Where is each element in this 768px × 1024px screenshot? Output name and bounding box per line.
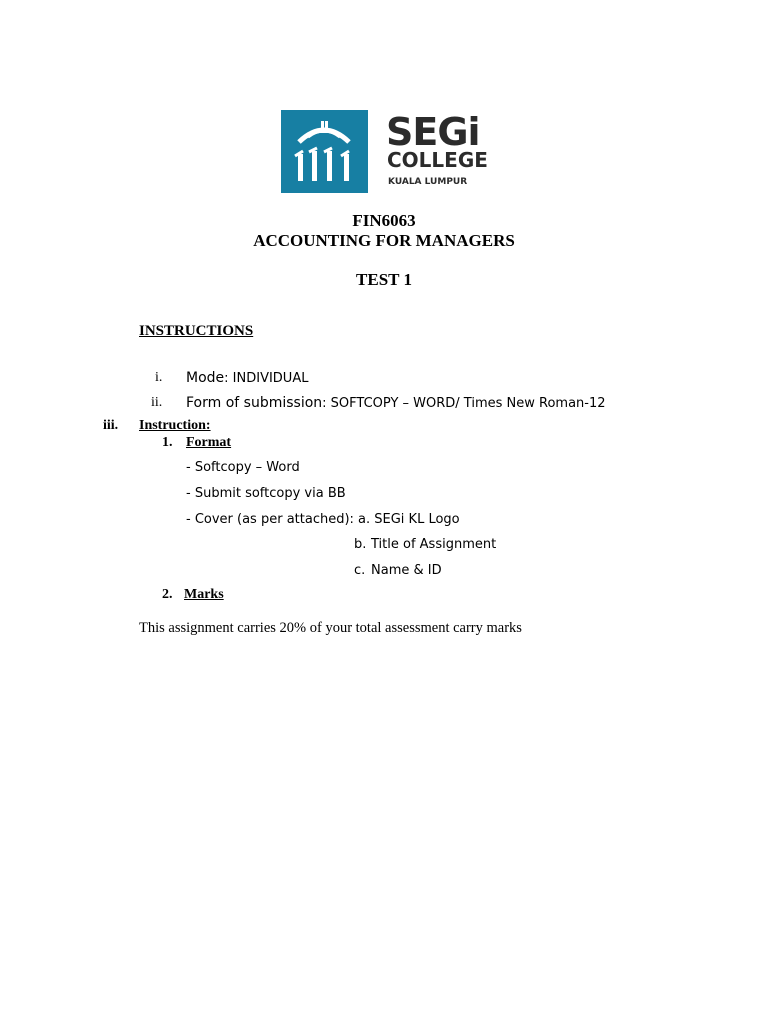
logo-campus-text: KUALA LUMPUR xyxy=(388,177,468,187)
format-number: 1. xyxy=(162,435,173,450)
mode-value: : INDIVIDUAL xyxy=(224,371,309,386)
course-code: FIN6063 xyxy=(352,211,416,230)
format-line-3: - Cover (as per attached): a. SEGi KL Logo xyxy=(186,512,460,527)
cover-item-c-letter: c. xyxy=(354,563,366,578)
format-line-1: - Softcopy – Word xyxy=(186,460,300,475)
submission-label: Form of submission xyxy=(186,395,323,411)
marks-number: 2. xyxy=(162,587,173,602)
cover-item-b-text: Title of Assignment xyxy=(371,537,497,552)
mode-label: Mode xyxy=(186,370,225,386)
instruction-label: Instruction: xyxy=(139,418,211,433)
submission-line xyxy=(186,394,606,412)
logo-brand-text: SEGi xyxy=(386,110,480,154)
cover-item-c-text: Name & ID xyxy=(371,563,442,578)
instructions-heading: INSTRUCTIONS xyxy=(139,323,254,339)
segi-emblem-icon xyxy=(281,110,368,193)
format-title: Format xyxy=(186,435,232,450)
marks-title: Marks xyxy=(184,587,224,602)
test-title: TEST 1 xyxy=(356,270,412,289)
course-title: ACCOUNTING FOR MANAGERS xyxy=(253,231,515,250)
item-numeral-ii: ii. xyxy=(151,395,163,410)
item-numeral-iii: iii. xyxy=(103,418,119,433)
format-line-2: - Submit softcopy via BB xyxy=(186,486,346,501)
marks-note: This assignment carries 20% of your total assessment carry marks xyxy=(139,620,522,636)
item-numeral-i: i. xyxy=(155,370,163,385)
logo-college-text: COLLEGE xyxy=(387,148,488,172)
mode-line xyxy=(186,369,308,387)
submission-value: : SOFTCOPY – WORD/ Times New Roman-12 xyxy=(322,396,606,411)
cover-item-b-letter: b. xyxy=(354,537,367,552)
segi-college-logo xyxy=(281,110,503,194)
